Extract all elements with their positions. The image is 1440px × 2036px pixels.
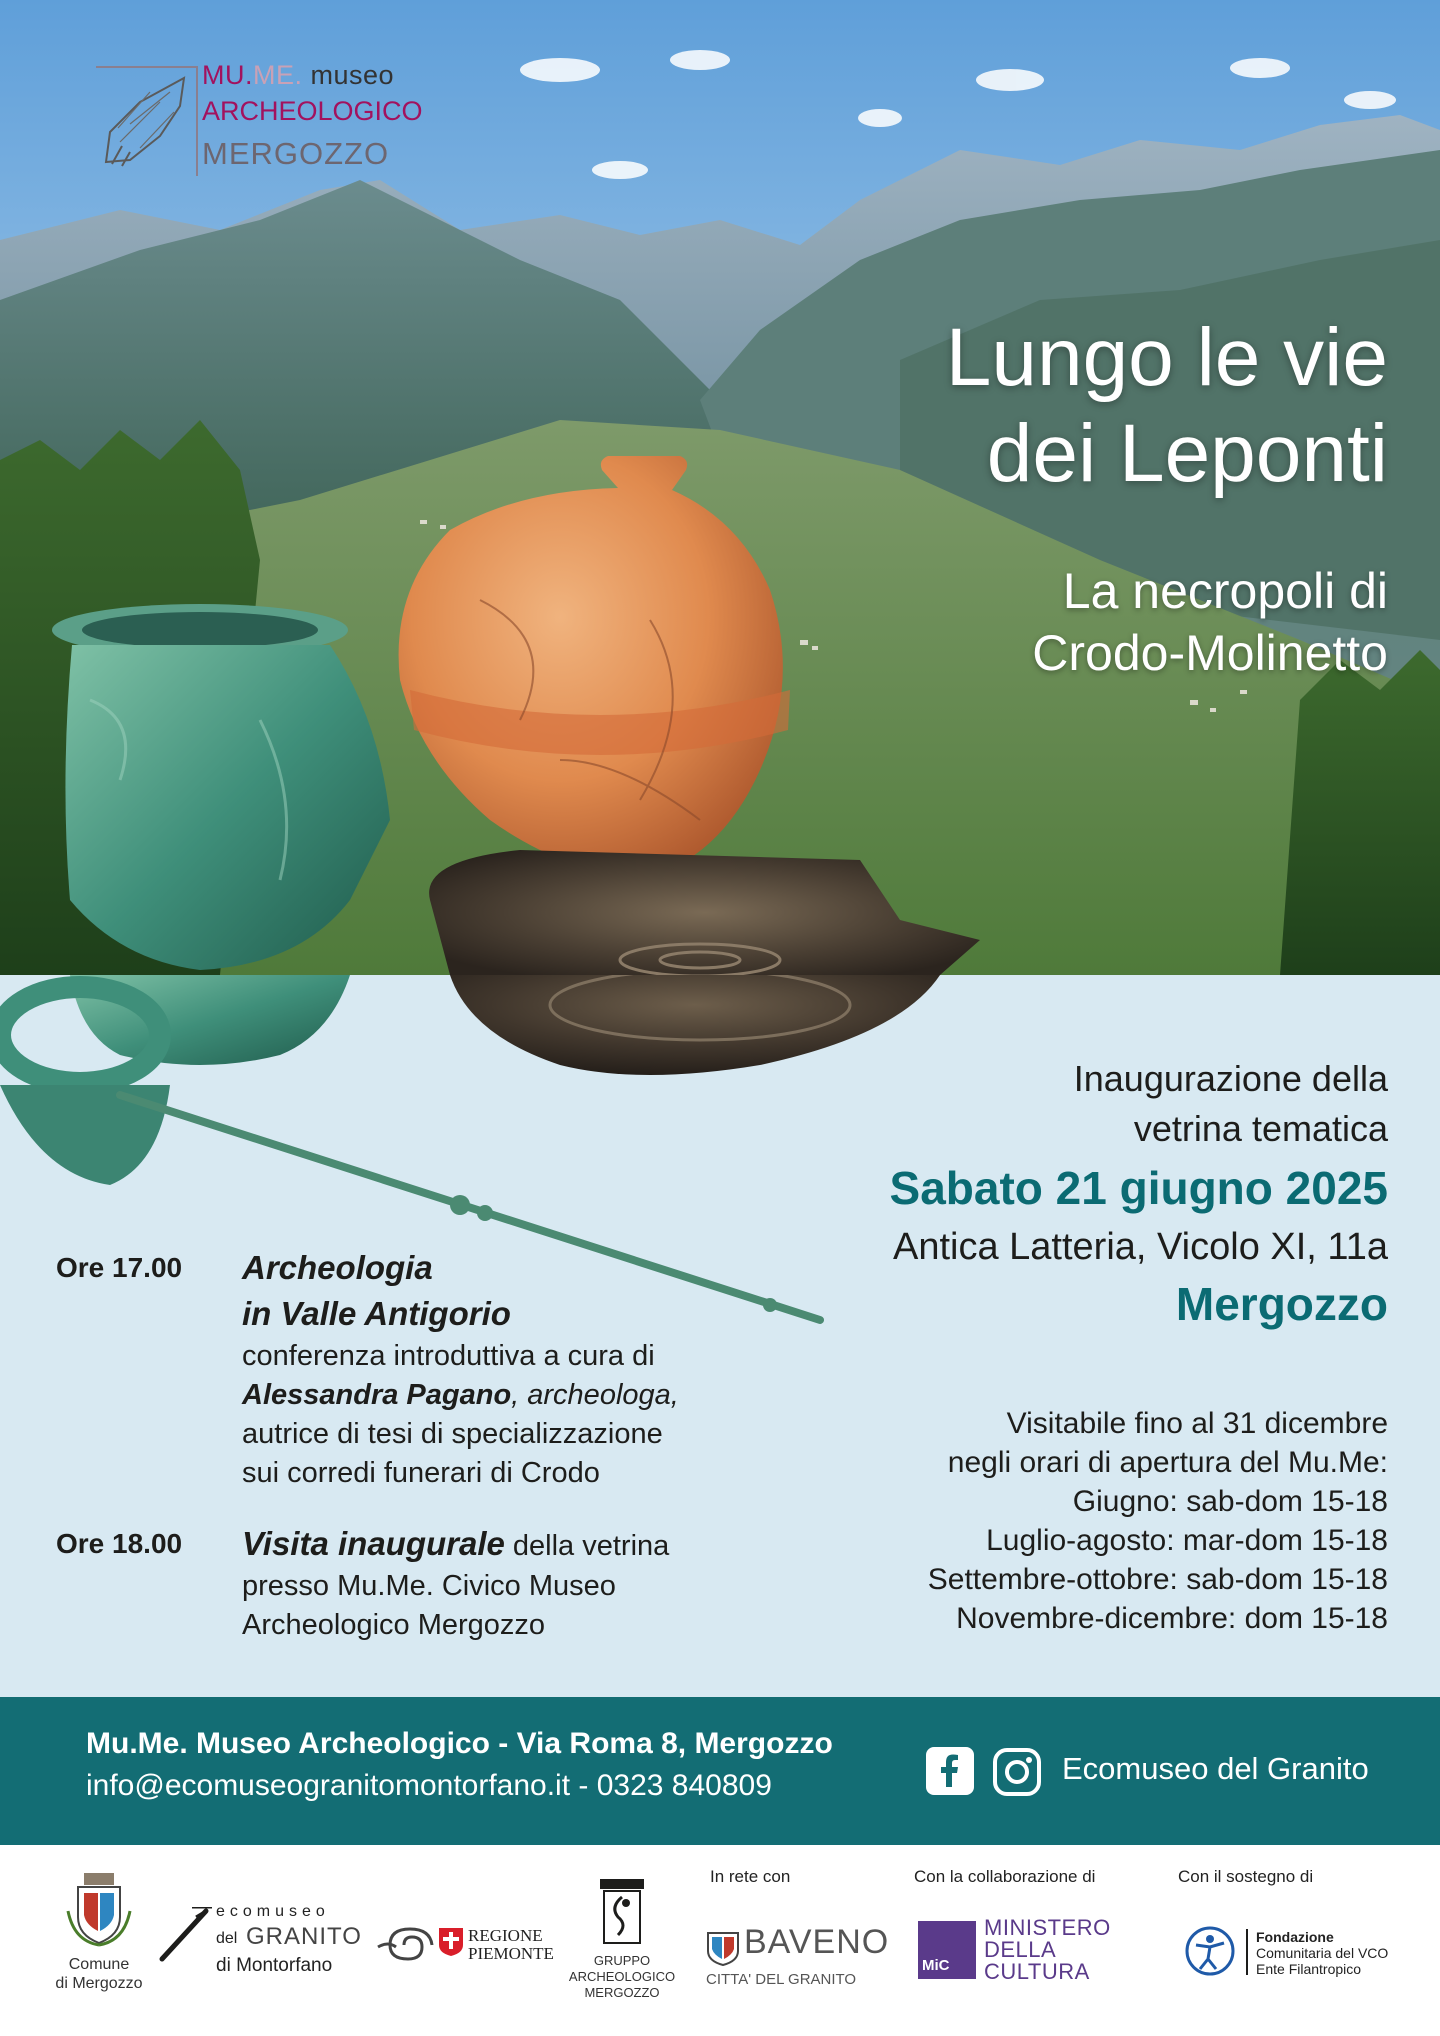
fondazione-figure-icon [1184, 1925, 1236, 1977]
gruppo-line-3: MERGOZZO [584, 1985, 660, 2000]
partner-logos [0, 1845, 1440, 2036]
hours-line: Novembre-dicembre: dom 15-18 [956, 1602, 1388, 1635]
baveno-crest-icon [706, 1927, 740, 1967]
opening-hours [928, 1404, 1388, 1638]
program-item [56, 1245, 679, 1493]
title-line-2: dei Leponti [986, 408, 1388, 499]
fondazione-line-3: Ente Filantropico [1256, 1961, 1362, 1977]
comune-crest-icon [64, 1871, 134, 1947]
ecomuseo-del: del [216, 1930, 238, 1947]
comune-logo-text [44, 1955, 154, 1993]
regione-logo-text [468, 1927, 554, 1963]
program-time: Ore 17.00 [56, 1252, 183, 1283]
social-account-name[interactable]: Ecomuseo del Granito [1062, 1751, 1369, 1786]
poster-title [946, 310, 1388, 502]
regione-shield-icon [438, 1927, 464, 1957]
program-body [242, 1521, 669, 1645]
comune-line-1: Comune [68, 1956, 130, 1973]
fondazione-logo-text [1256, 1929, 1388, 1977]
gruppo-line-2: ARCHEOLOGICO [568, 1969, 676, 1984]
event-program [56, 1245, 679, 1645]
event-place: Antica Latteria, Vicolo XI, 11a [892, 1226, 1388, 1268]
arrowhead-icon [100, 72, 192, 172]
program-title-line [242, 1521, 669, 1567]
museum-address: Mu.Me. Museo Archeologico - Via Roma 8, Mergozzo [86, 1727, 833, 1760]
program-desc: autrice di tesi di specializzazione [242, 1418, 663, 1450]
rete-label: In rete con [710, 1867, 791, 1886]
logo-museo: museo [302, 60, 395, 90]
program-desc: Archeologico Mergozzo [242, 1609, 546, 1641]
event-info [890, 1054, 1388, 1332]
mic-logo-text [984, 1917, 1111, 1983]
fondazione-line-1: Fondazione [1256, 1929, 1334, 1945]
program-title-rest: della vetrina [504, 1530, 670, 1562]
baveno-subtitle: CITTA' DEL GRANITO [706, 1971, 857, 1988]
program-title: Archeologia [242, 1249, 433, 1286]
program-desc: conferenza introduttiva a cura di [242, 1340, 655, 1372]
ecomuseo-rule [192, 1905, 212, 1915]
fondazione-line-2: Comunitaria del VCO [1256, 1945, 1389, 1961]
subtitle-line-2: Crodo-Molinetto [1032, 625, 1388, 681]
program-speaker: Alessandra Pagano [242, 1379, 512, 1411]
hours-line: Settembre-ottobre: sab-dom 15-18 [927, 1563, 1388, 1596]
logo-line-3: MERGOZZO [202, 136, 390, 171]
program-time: Ore 18.00 [56, 1528, 183, 1559]
event-town: Mergozzo [1175, 1278, 1388, 1330]
logo-me: ME. [253, 60, 303, 90]
mic-line-2: DELLA [984, 1937, 1057, 1962]
logo-line-1 [202, 60, 394, 91]
spiral-logo-icon [374, 1925, 434, 1965]
program-role: , archeologa, [511, 1379, 679, 1411]
logo-line-2: ARCHEOLOGICO [202, 96, 423, 126]
logo-mu: MU. [202, 60, 253, 90]
logo-rule [96, 66, 196, 68]
subtitle-line-1: La necropoli di [1062, 563, 1388, 619]
program-body [242, 1245, 679, 1493]
museum-logo [96, 58, 456, 178]
contact-band [0, 1697, 1440, 1845]
regione-line-2: PIEMONTE [468, 1944, 554, 1963]
program-desc: sui corredi funerari di Crodo [242, 1457, 600, 1489]
facebook-icon[interactable] [926, 1747, 974, 1795]
event-line-1: Inaugurazione della [1073, 1058, 1388, 1099]
collab-label: Con la collaborazione di [914, 1867, 1096, 1886]
mic-line-3: CULTURA [984, 1959, 1090, 1984]
hours-line: Luglio-agosto: mar-dom 15-18 [986, 1524, 1388, 1557]
ecomuseo-line-3: di Montorfano [216, 1955, 333, 1976]
sostegno-label: Con il sostegno di [1178, 1867, 1314, 1886]
gruppo-archeologico-icon [598, 1877, 646, 1945]
title-line-1: Lungo le vie [945, 312, 1388, 403]
ecomuseo-line-1: ecomuseo [216, 1903, 330, 1920]
mic-line-1: MINISTERO [984, 1915, 1111, 1940]
ecomuseo-chisel-icon [156, 1907, 212, 1963]
mic-badge [918, 1921, 976, 1979]
museum-contact[interactable]: info@ecomuseogranitomontorfano.it - 0323 840809 [86, 1769, 772, 1802]
regione-line-1: REGIONE [468, 1926, 543, 1945]
fondazione-divider [1246, 1929, 1248, 1975]
ecomuseo-granito: GRANITO [246, 1923, 362, 1950]
program-title: in Valle Antigorio [242, 1295, 511, 1332]
hours-line: Visitabile fino al 31 dicembre [1006, 1407, 1388, 1440]
poster-subtitle [1032, 560, 1388, 684]
gruppo-logo-text [562, 1953, 682, 2001]
program-item [56, 1521, 679, 1645]
event-date: Sabato 21 giugno 2025 [889, 1162, 1388, 1214]
hours-line: Giugno: sab-dom 15-18 [1072, 1485, 1388, 1518]
gruppo-line-1: GRUPPO [593, 1953, 651, 1968]
program-desc [242, 1376, 679, 1415]
hours-line: negli orari di apertura del Mu.Me: [947, 1446, 1388, 1479]
logo-rule-vertical [196, 66, 198, 176]
program-title: Visita inaugurale [242, 1525, 505, 1562]
program-desc: presso Mu.Me. Civico Museo [242, 1570, 616, 1602]
mic-badge-text: MiC [922, 1957, 950, 1974]
event-line-2: vetrina tematica [1133, 1108, 1388, 1149]
comune-line-2: di Mergozzo [55, 1975, 143, 1992]
instagram-icon[interactable] [992, 1747, 1042, 1797]
baveno-name: BAVENO [744, 1923, 890, 1961]
